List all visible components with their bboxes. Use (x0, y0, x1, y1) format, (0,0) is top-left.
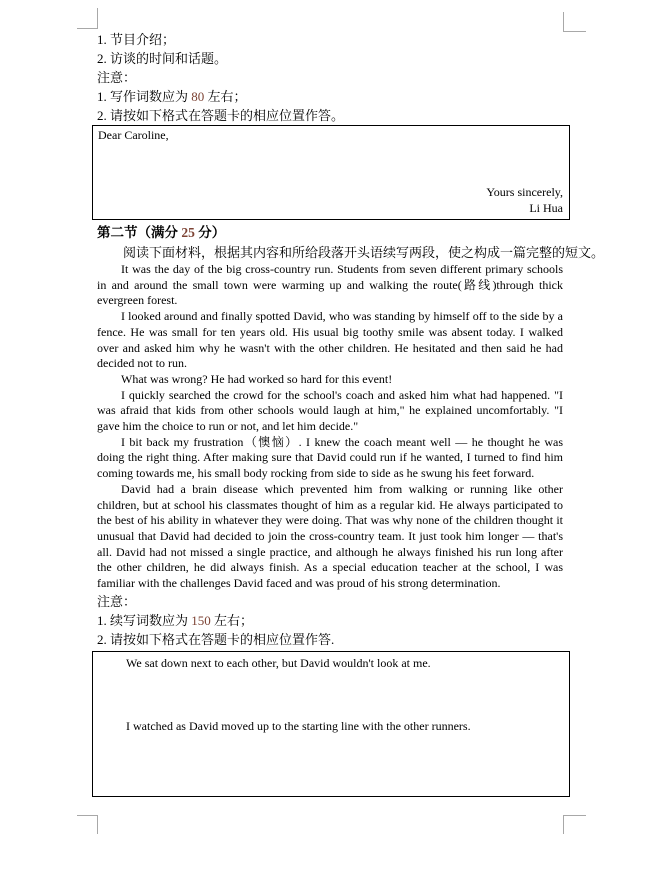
section2-score: 25 (181, 225, 195, 240)
section2-instructions: 阅读下面材料，根据其内容和所给段落开头语续写两段，使之构成一篇完整的短文。 (123, 245, 605, 260)
letter-signature: Li Hua (529, 200, 563, 215)
continuation-opening-1: We sat down next to each other, but David wouldn't look at me. (126, 655, 431, 670)
story-paragraph-5: I bit back my frustration（懊恼）. I knew the coach meant well — he thought he was doing the right thing. After making sure that David could run if he wanted, I turned to find him coming towards me, his small body rocking from side to side as he swung his feet forward. (97, 434, 563, 481)
continuation-opening-2: I watched as David moved up to the starting line with the other runners. (126, 718, 471, 733)
outline-point-1: 1. 节目介绍； (97, 32, 176, 47)
section1-note-1-text: 1. 写作词数应为 (97, 89, 192, 104)
crop-mark-bottom-left-icon (77, 815, 98, 834)
section1-word-count: 80 (191, 89, 205, 104)
section2-note-1-text: 1. 续写词数应为 (97, 612, 192, 628)
letter-closing: Yours sincerely, (486, 185, 563, 199)
letter-closing-block (486, 185, 563, 216)
crop-mark-top-left-icon (77, 8, 98, 29)
story-paragraph-1: It was the day of the big cross-country run. Students from seven different primary schools in and around the small town were warming up and walking the route(路线)through thick evergreen forest. (97, 262, 563, 308)
crop-mark-bottom-right-icon (563, 815, 586, 834)
story-paragraph-6: David had a brain disease which prevented him from walking or running like other children, but at school his classmates thought of him as a regular kid. He always participated to the best of his ability in whatever they were doing. That was why none of the children thought it unusual that David had decided to join the cross-country team. It just took him longer — that's all. David had not missed a single practice, and although he always finished his run long after the other children, he did always finish. As a special education teacher at the school, I was familiar with the challenges David faced and was proud of his strong determination. (97, 481, 563, 591)
section2-note-1-suffix: 左右； (210, 612, 254, 628)
section2-heading-prefix: 第二节（满分 (97, 225, 182, 240)
outline-point-2: 2. 访谈的时间和话题。 (97, 51, 228, 66)
section1-note-1 (97, 87, 563, 106)
section1-note-1-suffix: 左右； (204, 89, 247, 104)
section1-note-2: 2. 请按如下格式在答题卡的相应位置作答。 (97, 108, 345, 123)
section2-notice-label: 注意： (97, 593, 137, 609)
letter-answer-box (92, 125, 570, 220)
page-content (97, 30, 605, 797)
section2-heading-suffix: 分） (194, 225, 226, 240)
crop-mark-top-right-icon (563, 12, 586, 32)
story-paragraph-4: I quickly searched the crowd for the school's coach and asked him what had happened. "I was afraid that kids from other schools would laugh at him," he explained uncomfortably. "I gave him the choice to run or not, and let him decide." (97, 387, 563, 434)
section2-word-count: 150 (191, 612, 211, 628)
section2-note-1 (97, 611, 563, 630)
story-paragraph-3: What was wrong? He had worked so hard for this event! (121, 371, 393, 386)
section1-notice-label: 注意： (97, 70, 137, 85)
section2-note-2: 2. 请按如下格式在答题卡的相应位置作答. (97, 631, 335, 647)
letter-salutation: Dear Caroline, (98, 128, 169, 142)
section2-heading (97, 223, 563, 243)
continuation-answer-box (92, 651, 570, 797)
story-paragraph-2: I looked around and finally spotted David, who was standing by himself off to the side by a fence. He was small for ten years old. His usual big toothy smile was absent today. I walked over and asked him why he wasn't with the other children. He hesitated and then said he had decided not to run. (97, 309, 563, 371)
